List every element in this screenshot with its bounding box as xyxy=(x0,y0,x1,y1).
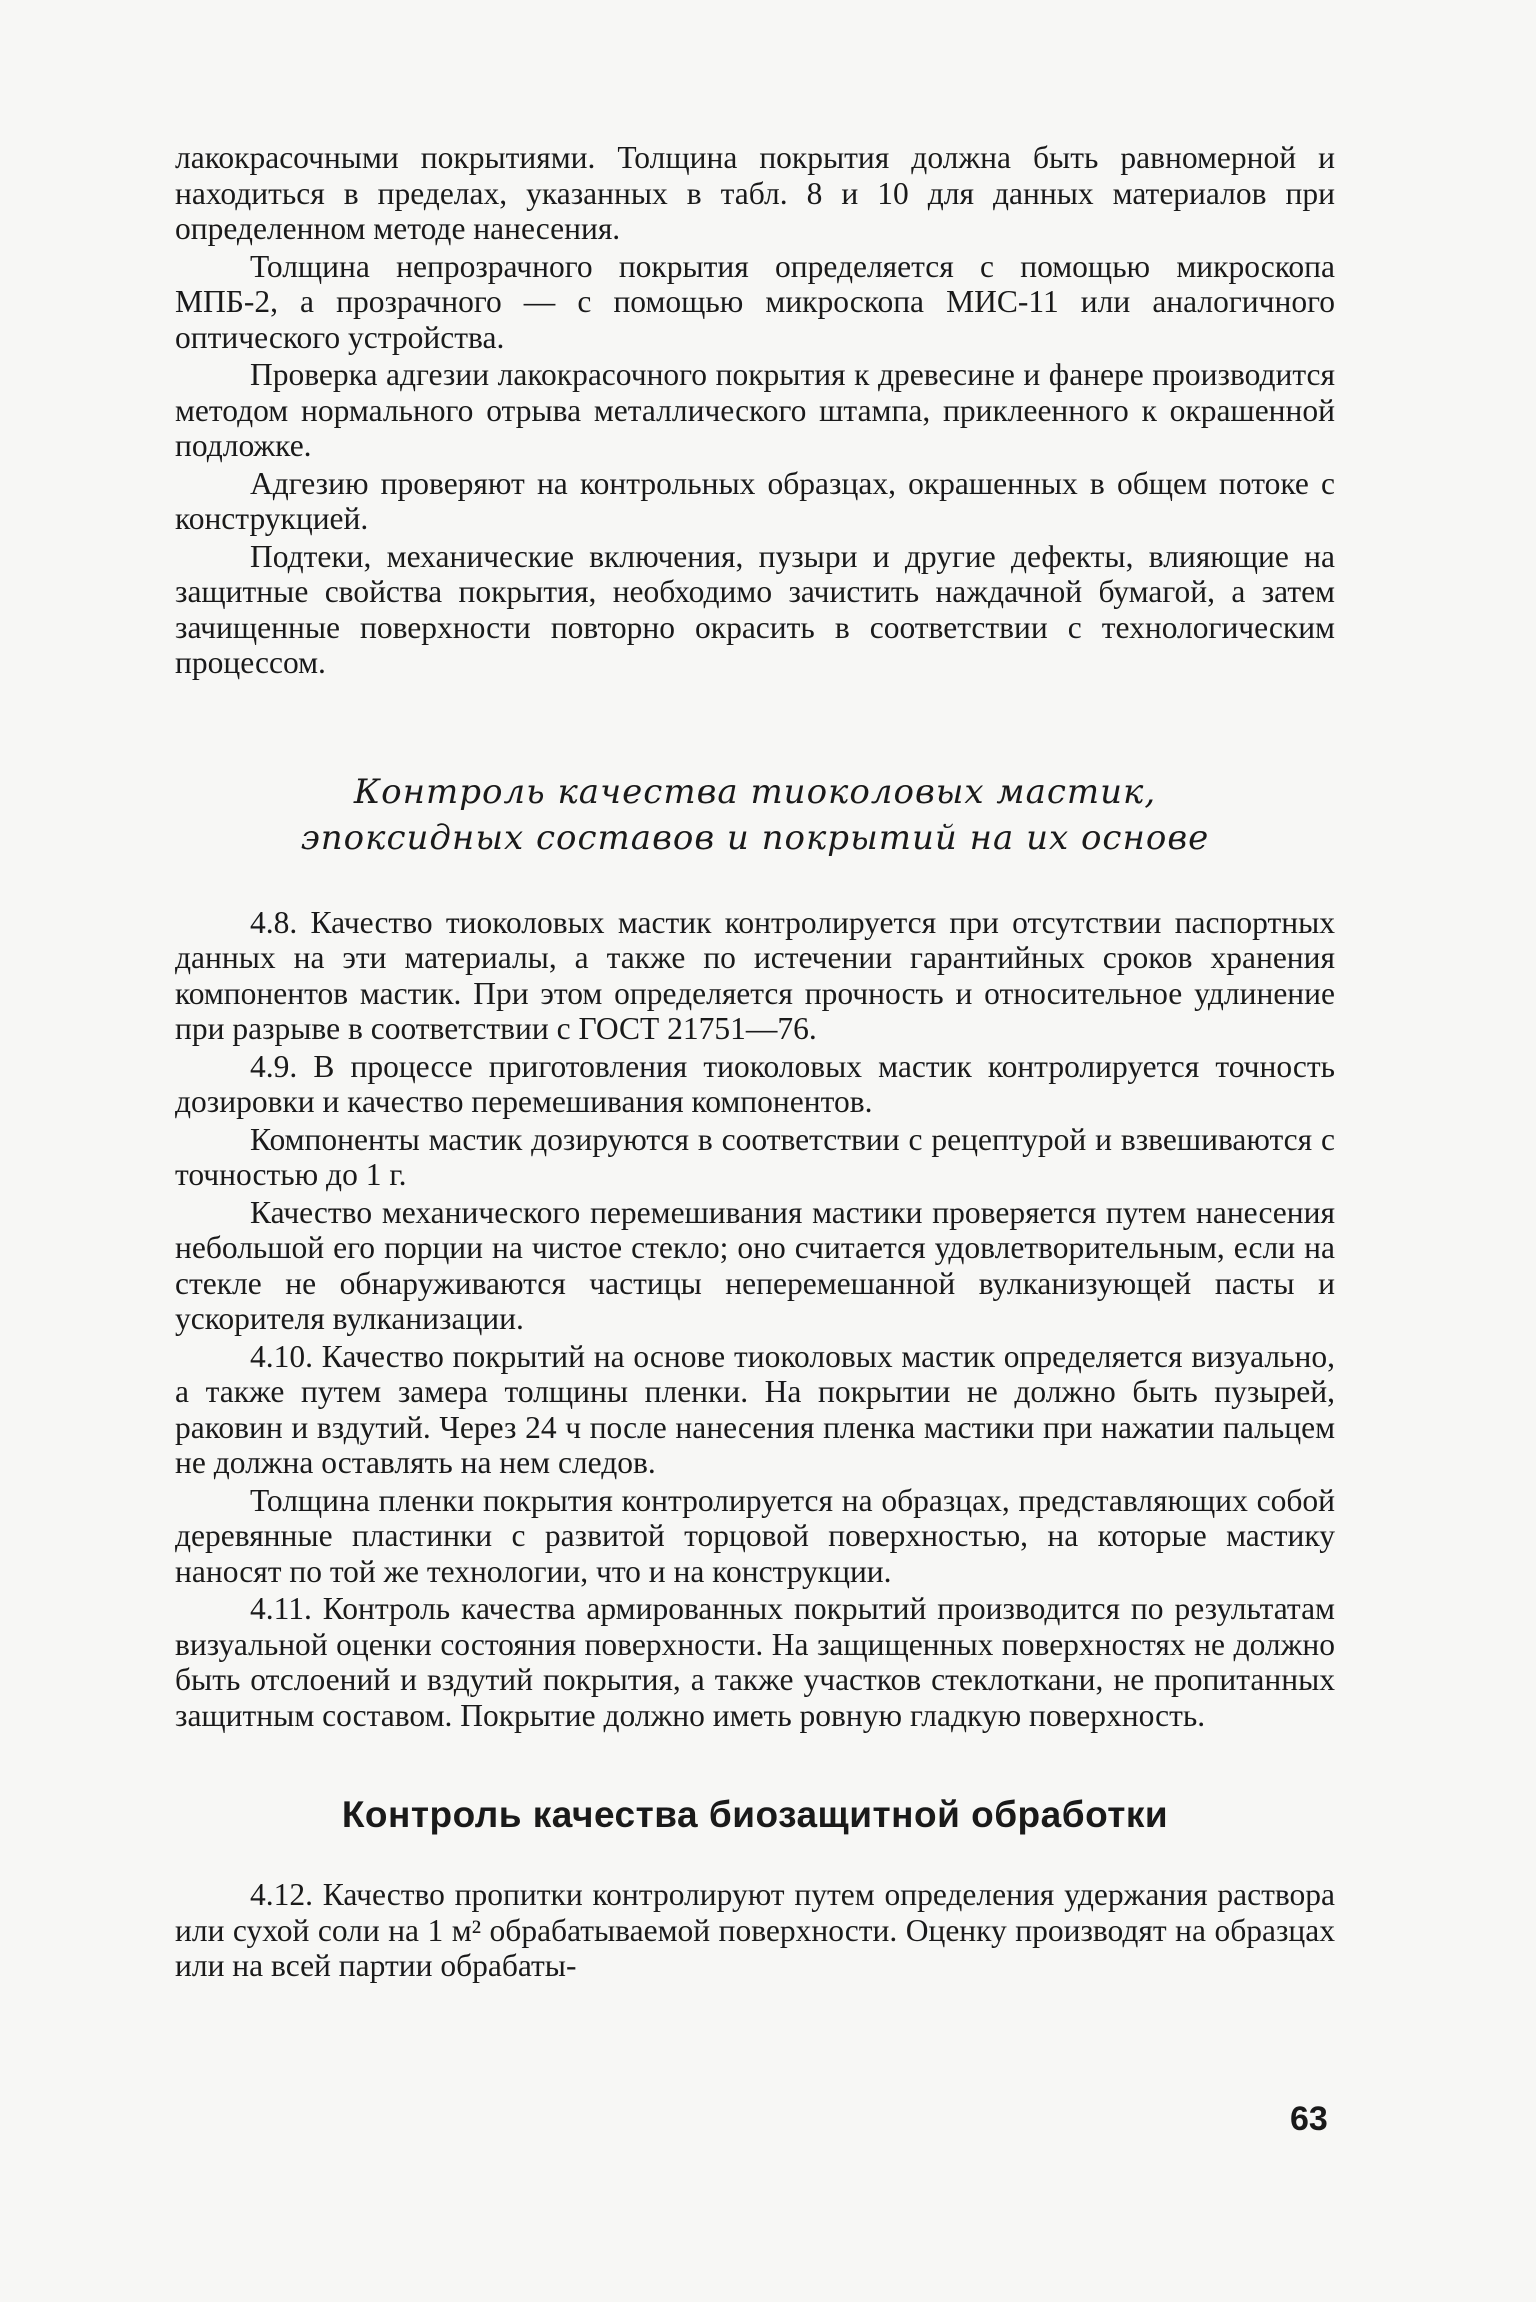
paragraph: Подтеки, механические включения, пузыри и другие дефекты, влияющие на защитные свойства покрытия, необходимо зачистить наждачной бумагой, а затем зачищенные поверхности повторно окрасить в соответствии с технологическим процессом. xyxy=(175,538,1335,680)
paragraph: Толщина непрозрачного покрытия определяется с помощью микроскопа МПБ-2, а прозрачного — с помощью микроскопа МИС-11 или аналогичного оптического устройства. xyxy=(175,248,1335,355)
section-heading-biozashchita: Контроль качества биозащитной обработки xyxy=(341,1794,1169,1835)
paragraph-4-11: 4.11. Контроль качества армированных покрытий производится по результатам визуальной оценки состояния поверхности. На защищенных поверхностях не должно быть отслоений и вздутий покрытия, а также участков стеклоткани, не пропитанных защитным составом. Покрытие должно иметь ровную гладкую поверхность. xyxy=(175,1591,1335,1733)
paragraph: Толщина пленки покрытия контролируется на образцах, представляющих собой деревянные пластинки с развитой торцовой поверхностью, на которые мастику наносят по той же технологии, что и на конструкции. xyxy=(175,1482,1335,1589)
paragraph: Компоненты мастик дозируются в соответствии с рецептурой и взвешиваются с точностью до 1 г. xyxy=(175,1121,1335,1192)
paragraph-4-10: 4.10. Качество покрытий на основе тиоколовых мастик определяется визуально, а также путем замера толщины пленки. На покрытии не должно быть пузырей, раковин и вздутий. Через 24 ч после нанесения пленка мастики при нажатии пальцем не должна оставлять на нем следов. xyxy=(175,1338,1335,1480)
section-heading-mastics xyxy=(175,769,1335,861)
paragraph: Проверка адгезии лакокрасочного покрытия к древесине и фанере производится методом нормального отрыва металлического штампа, приклеенного к окрашенной подложке. xyxy=(175,357,1335,463)
page-body xyxy=(175,140,1335,1984)
paragraph-4-12: 4.12. Качество пропитки контролируют путем определения удержания раствора или сухой соли на 1 м² обрабатываемой поверхности. Оценку производят на образцах или на всей партии обрабаты- xyxy=(175,1877,1335,1983)
paragraph: Качество механического перемешивания мастики проверяется путем нанесения небольшой его порции на чистое стекло; оно считается удовлетворительным, если на стекле не обнаруживаются частицы неперемешанной вулканизующей пасты и ускорителя вулканизации. xyxy=(175,1194,1335,1336)
section-heading-line: Контроль качества тиоколовых мастик, xyxy=(353,771,1157,812)
paragraph-4-9: 4.9. В процессе приготовления тиоколовых мастик контролируется точность дозировки и качество перемешивания компонентов. xyxy=(175,1048,1335,1119)
paragraph-4-8: 4.8. Качество тиоколовых мастик контролируется при отсутствии паспортных данных на эти материалы, а также по истечении гарантийных сроков хранения компонентов мастик. При этом определяется прочность и относительное удлинение при разрыве в соответствии с ГОСТ 21751—76. xyxy=(175,904,1335,1046)
page-number: 63 xyxy=(1290,2100,1328,2138)
section-heading-line: эпоксидных составов и покрытий на их основе xyxy=(300,817,1210,858)
paragraph: лакокрасочными покрытиями. Толщина покрытия должна быть равномерной и находиться в пределах, указанных в табл. 8 и 10 для данных материалов при определенном методе нанесения. xyxy=(175,140,1335,246)
paragraph: Адгезию проверяют на контрольных образцах, окрашенных в общем потоке с конструкцией. xyxy=(175,465,1335,536)
